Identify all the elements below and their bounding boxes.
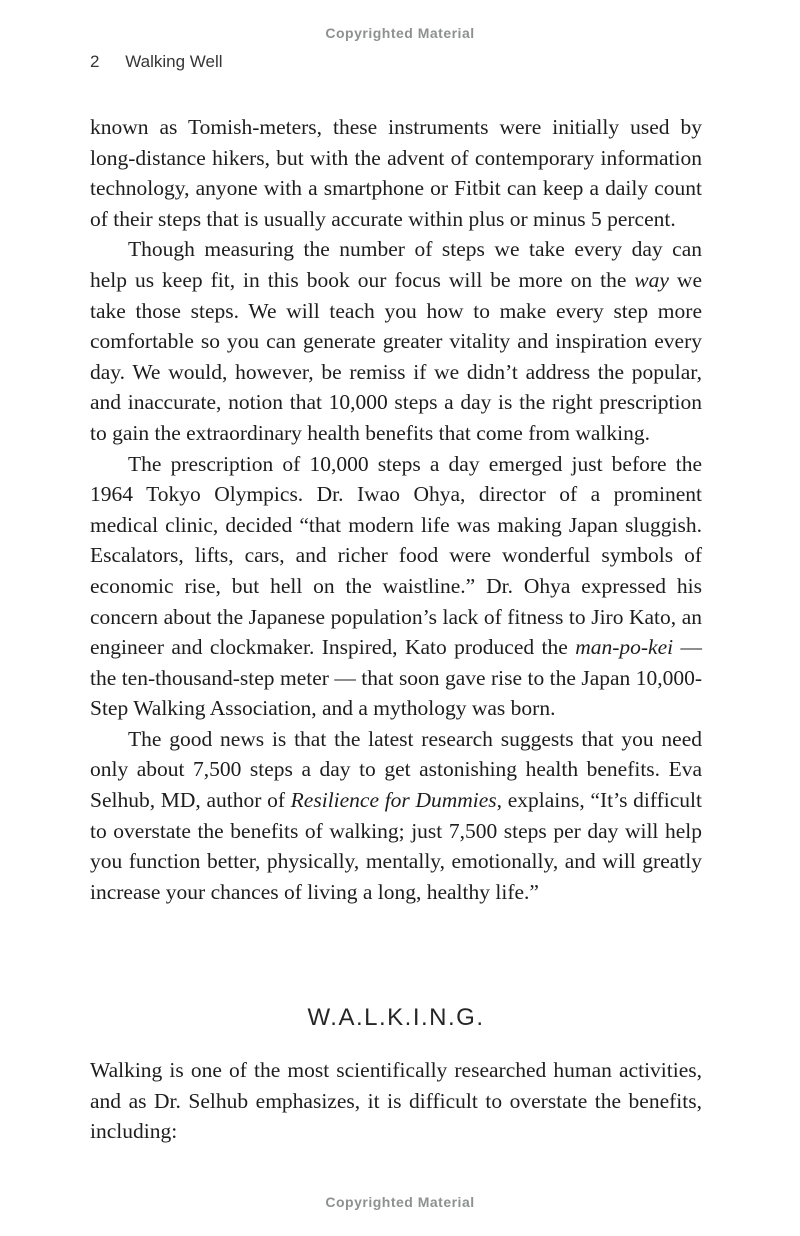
paragraph: Walking is one of the most scientifically researched human activities, and as Dr. Selhub emphasizes, it is difficult to overstate the benefits, including: [90,1058,702,1144]
walking-section [90,1004,702,1147]
page-number: 2 [90,52,100,71]
closing-text [90,1055,702,1147]
paragraph: known as Tomish-meters, these instruments were initially used by long-distance hikers, but with the advent of contemporary information technology, anyone with a smartphone or Fitbit can keep a daily count of their steps that is usually accurate within plus or minus 5 percent. [90,115,702,231]
paragraph: The good news is that the latest research suggests that you need only about 7,500 steps a day to get astonishing health benefits. Eva Selhub, MD, author of Resilience for Dummies, explains, “It’s difficult to overstate the benefits of walking; just 7,500 steps per day will help you function better, physically, mentally, emotionally, and will greatly increase your chances of living a long, healthy life.” [90,726,702,904]
body-text [90,112,702,907]
book-title: Walking Well [125,52,223,71]
section-heading: W.A.L.K.I.N.G. [307,1004,485,1031]
copyright-notice-bottom: Copyrighted Material [325,1194,475,1210]
paragraph: The prescription of 10,000 steps a day emerged just before the 1964 Tokyo Olympics. Dr. Iwao Ohya, director of a prominent medical clinic, decided “that modern life was making Japan sluggish. Escalators, lifts, cars, and richer food were wonderful symbols of economic rise, but hell on the waistline.” Dr. Ohya expressed his concern about the Japanese population’s lack of fitness to Jiro Kato, an engineer and clockmaker. Inspired, Kato produced the man-po-kei — the ten-thousand-step meter — that soon gave rise to the Japan 10,000-Step Walking Association, and a mythology was born. [90,451,703,721]
paragraph: Though measuring the number of steps we take every day can help us keep fit, in this book our focus will be more on the way we take those steps. We will teach you how to make every step more comfortable so you can generate greater vitality and inspiration every day. We would, however, be remiss if we didn’t address the popular, and inaccurate, notion that 10,000 steps a day is the right prescription to gain the extraordinary health benefits that come from walking. [90,237,702,445]
copyright-notice-top: Copyrighted Material [325,25,475,41]
running-header [90,52,223,72]
